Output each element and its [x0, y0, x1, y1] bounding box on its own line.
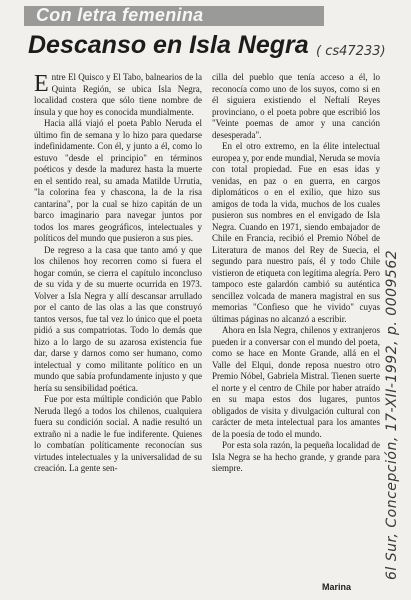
paragraph: De regreso a la casa que tanto amó y que los chilenos hoy recorren como si fuera el hogar común, se cierra el capítulo inconcluso de su vida y de su muerte ocurrida en 1973. Volver a Isla Negra y allí descansar arrullado por el canto de las olas a las que construyó tantos versos, fue tal vez lo único que el poeta pidió a sus compatriotas. Todo lo demás que hizo a lo largo de su azarosa existencia fue dar, darse y darnos como ser humano, como intelectual y como militante político en un mundo que sabía profundamente injusto y que hería su sensibilidad poética.: [34, 244, 202, 393]
paragraph: Entre El Quisco y El Tabo, balnearios de la Quinta Región, se ubica Isla Negra, localidad costera que sólo tiene nombre de ínsula y que hoy es conocida mundialmente.: [34, 72, 202, 117]
handwritten-catalog-code: ( cs47233): [316, 44, 386, 59]
paragraph: Por esta sola razón, la pequeña localidad de Isla Negra se ha hecho grande, y grande para siempre.: [212, 440, 380, 473]
paragraph: cilla del pueblo que tenía acceso a él, lo reconocía como uno de los suyos, como si en él siguiera existiendo el Neftalí Reyes provinciano, o el poeta pobre que escribió los "Veinte poemas de amor y una canción desesperada".: [212, 72, 380, 140]
section-label: Con letra femenina: [36, 5, 204, 25]
article-headline: Descanso en Isla Negra: [28, 31, 309, 59]
article-column-left: [34, 72, 202, 592]
paragraph: Ahora en Isla Negra, chilenos y extranjeros pueden ir a conversar con el mundo del poeta, como se hace en Monte Grande, allá en el Valle del Elqui, donde reposa nuestro otro Premio Nóbel, Gabriela Mistral. Tienen suerte el norte y el centro de Chile por haber atraído en su mapa estos dos lugares, puntos obligados de visita y divulgación cultural con carácter de meta intelectual para los amantes de la poesía de todo el mundo.: [212, 325, 380, 439]
author-signature: Marina: [322, 582, 352, 592]
paragraph: Hacia allá viajó el poeta Pablo Neruda el último fin de semana y lo hizo para quedarse indefinidamente. Con él, y junto a él, como lo estuvo "desde el principio" en términos poéticos y desde la madurez hasta la muerte en el sentido real, su amada Matilde Urrutia, "la colorina fea y chascona, la de la risa cantarina", por la cual se hizo capitán de un barco imaginario para navegar juntos por todos los mares geográficos, intelectuales y políticos del mundo que pusieron a sus pies.: [34, 118, 202, 243]
drop-cap: E: [34, 72, 49, 97]
handwritten-margin-note: 6l Sur, Concepción, 17-XII-1992, p. 0009562: [384, 249, 400, 580]
paragraph: Fue por esta múltiple condición que Pablo Neruda llegó a todos los chilenos, cualquiera fuera su condición social. A nadie resultó un extraño ni a nadie le fue indiferente. Quienes lo combatían políticamente reconocían sus virtudes intelectuales y la universalidad de su creación. La gente sen-: [34, 394, 202, 473]
paragraph: En el otro extremo, en la élite intelectual europea y, por ende mundial, Neruda se movía con total propiedad. Fue en esas idas y venidas, en paz o en guerra, en cargos diplomáticos o en el exilio, que hizo sus amigos de toda la vida, muchos de los cuales pusieron sus nombres en el envigado de Isla Negra. Cuando en 1971, siendo embajador de Chile en Francia, recibió el Premio Nóbel de Literatura de manos del Rey de Suecia, el segundo para nuestro país, él y todo Chile vistieron de etiqueta con legítima alegría. Pero tampoco este galardón cambió su auténtica sencillez volcada de manera magistral en sus memorias "Confieso que he vivido" cuyas últimas páginas no alcanzó a escribir.: [212, 141, 380, 324]
article-column-right: [212, 72, 380, 582]
